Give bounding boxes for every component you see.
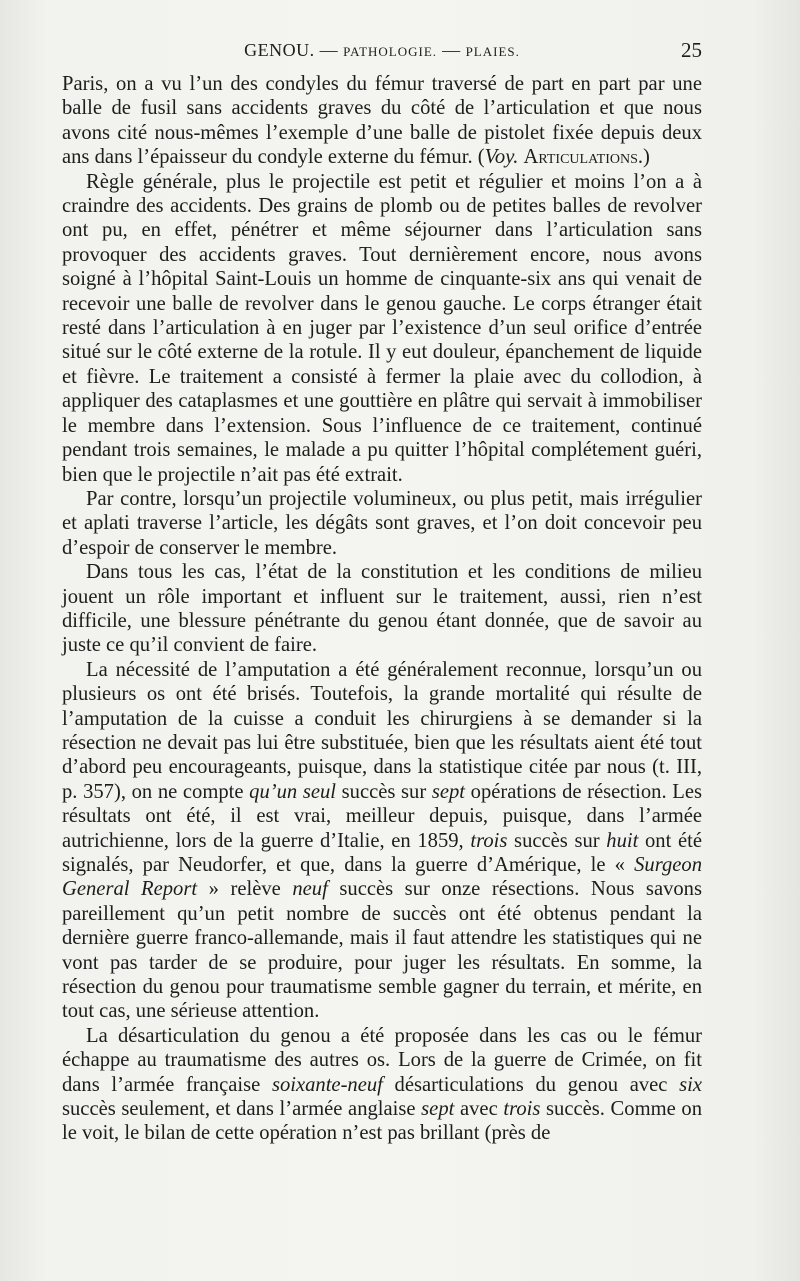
italic-text: trois [470,829,508,852]
italic-text: sept [421,1098,455,1121]
text-run: succès. Comme on le voit, le bilan de cette opération n’est pas brillant (près de [62,1098,702,1145]
text-run: succès sur [336,780,432,803]
text-run: succès sur [507,829,607,852]
text-run: désarticulations du genou avec [382,1073,680,1096]
paragraph [62,487,702,560]
text-run: Dans tous les cas, l’état de la constitution et les conditions de milieu jouent un rôle important et influent sur le traitement, aussi, rien n’est difficile, une blessure pénétrante du genou étant donnée, que de savoir au juste ce qu’il convient de faire. [62,561,702,657]
italic-text: Surgeon General Report [62,854,702,901]
paragraph [62,72,702,170]
text-run: .) [637,146,650,169]
text-run: Par contre, lorsqu’un projectile volumineux, ou plus petit, mais irrégulier et aplati traverse l’article, les dégâts sont graves, et l’on doit concevoir peu d’espoir de conserver le membre. [62,487,702,559]
italic-text: neuf [292,878,328,901]
page-header [62,34,702,64]
text-run: Règle générale, plus le projectile est petit et régulier et moins l’on a à craindre des accidents. Des grains de plomb ou de petites balles de revolver ont pu, en effet, pénétrer et même séjourner dans l’articulation sans provoquer des accidents graves. Tout dernièrement encore, nous avons soigné à l’hôpital Saint-Louis un homme de cinquante-six ans qui venait de recevoir une balle de revolver dans le genou gauche. Le corps étranger était resté dans l’articulation à en juger par l’existence d’un seul orifice d’entrée situé sur le côté externe de la rotule. Il y eut douleur, épanchement de liquide et fièvre. Le traitement a consisté à fermer la plaie avec du collodion, à appliquer des cataplasmes et une gouttière en plâtre qui servait à immobiliser le membre dans l’extension. Sous l’influence de ce traitement, continué pendant trois semaines, le malade a pu quitter l’hôpital complétement guéri, bien que le projectile n’ait pas été extrait. [62,170,702,486]
paragraph [62,658,702,1024]
paragraph [62,170,702,487]
page-number: 25 [681,38,702,62]
running-head-subsection: PLAIES. [465,44,520,59]
body-text [62,72,702,1146]
running-head [62,40,702,61]
text-run: Paris, on a vu l’un des condyles du fémur traversé de part en part par une balle de fusil sans accidents graves du côté de l’articulation et que nous avons cité nous-mêmes l’exemple d’une balle de pistolet fixée depuis deux ans dans l’épaisseur du condyle externe du fémur. ( [62,73,702,169]
italic-text: trois [503,1098,541,1121]
text-run: avec [454,1098,504,1121]
paragraph [62,560,702,658]
smallcaps-text: Articulations [523,146,638,169]
text-run: opérations de résection. Les résultats ont été, il est vrai, meilleur depuis, puisque, dans l’armée autrichienne, lors de la guerre d’Italie, en 1859, [62,780,702,852]
text-run: succès seulement, et dans l’armée anglaise [62,1098,422,1121]
running-head-section: PATHOLOGIE. [343,44,438,59]
italic-text: huit [606,829,639,852]
running-head-dash: — [314,40,344,60]
text-run: succès sur onze résections. Nous savons pareillement qu’un petit nombre de succès ont été obtenus pendant la dernière guerre franco-allemande, mais il faut attendre les statistiques qui ne vont pas tarder de se produire, pour juger les résultats. En somme, la résection du genou pour traumatisme semble gagner du terrain, et mérite, en tout cas, une sérieuse attention. [62,878,702,1023]
running-head-title: GENOU. [244,40,315,60]
italic-text: sept [431,780,466,803]
italic-text: soixante-neuf [271,1073,383,1096]
paragraph [62,1024,702,1146]
text-run: » relève [197,878,293,901]
running-head-dash: — [437,40,466,60]
text-run: La nécessité de l’amputation a été généralement reconnue, lorsqu’un ou plusieurs os ont été brisés. Toutefois, la grande mortalité qui résulte de l’amputation de la cuisse a conduit les chirurgiens à se demander si la résection ne devait pas lui être substituée, bien que les résultats aient été tout d’abord peu encourageants, puisque, dans la statistique citée par nous (t. III, p. 357), on ne compte [62,658,702,803]
italic-text: Voy. [484,146,519,169]
text-run: ont été signalés, par Neudorfer, et que, dans la guerre d’Amérique, le « [62,829,702,876]
italic-text: six [679,1073,702,1096]
text-run: La désarticulation du genou a été proposée dans les cas ou le fémur échappe au traumatisme des autres os. Lors de la guerre de Crimée, on fit dans l’armée française [62,1024,702,1096]
italic-text: qu’un seul [249,780,337,803]
